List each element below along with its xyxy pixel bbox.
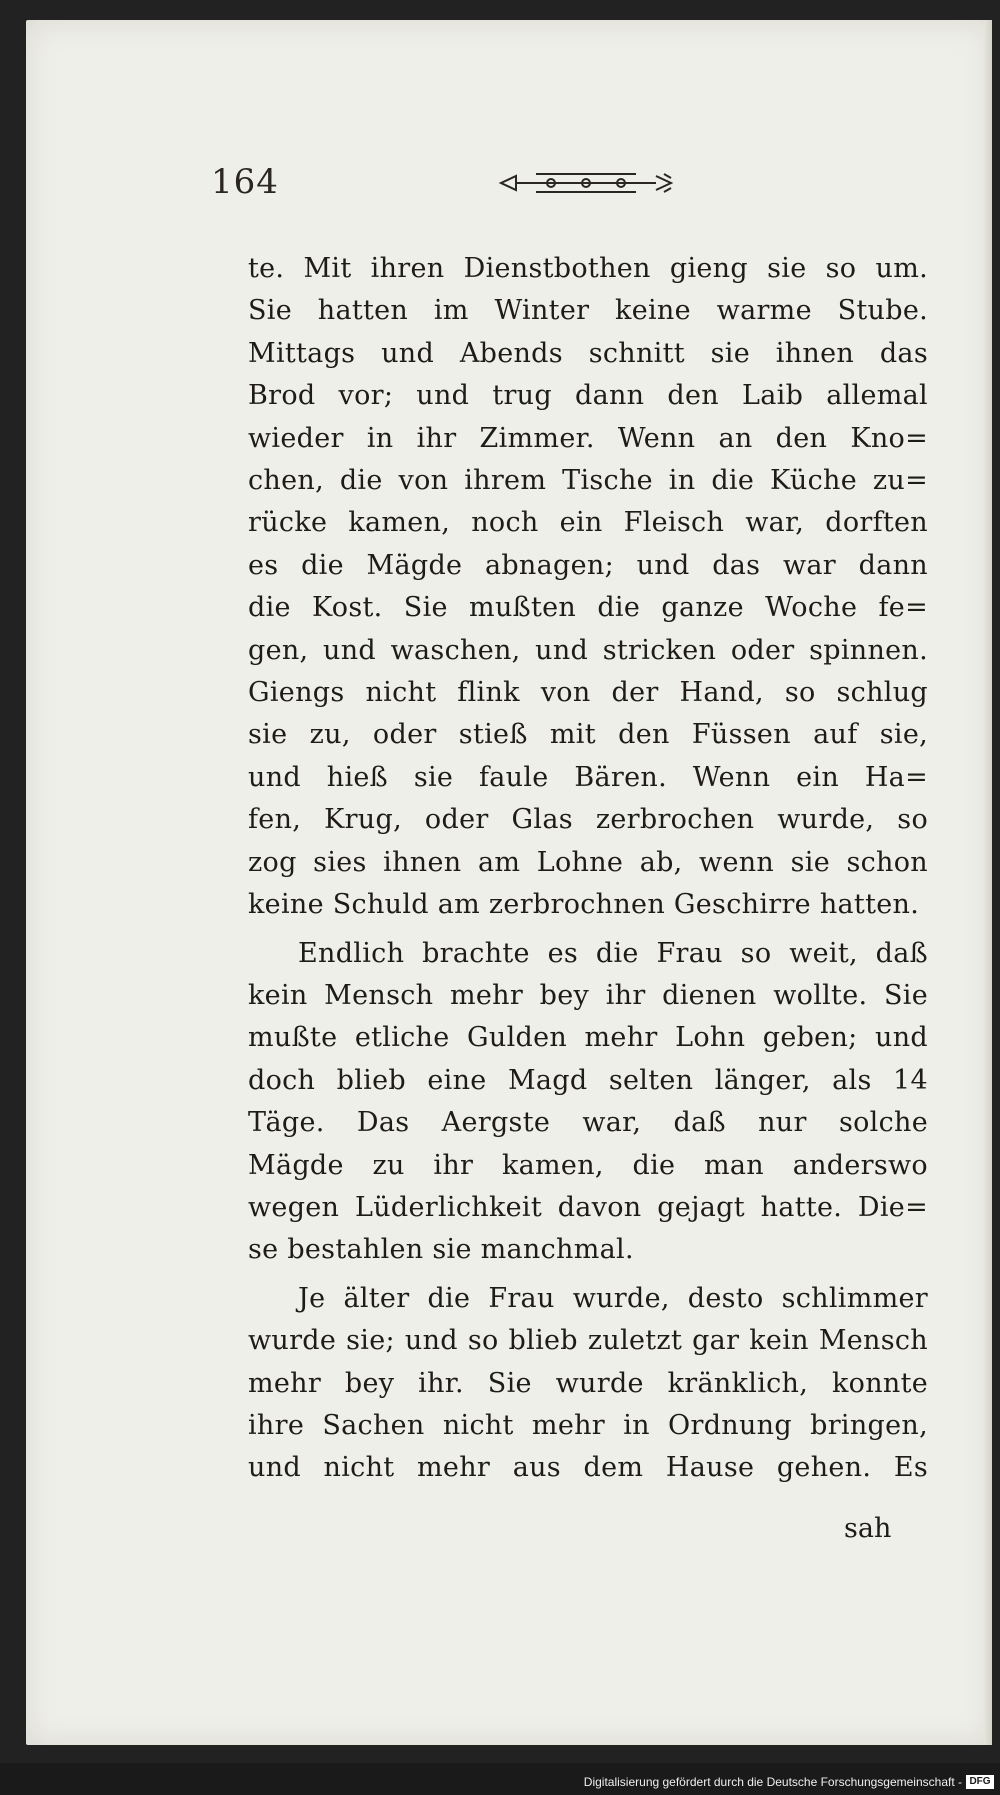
text-line: Giengs nicht flink von der Hand, so schlug <box>248 677 928 709</box>
paragraph-3 <box>248 1278 928 1490</box>
text-line: Täge. Das Aergste war, daß nur solche <box>248 1107 928 1139</box>
text-line: wurde sie; und so blieb zuletzt gar kein Mensch <box>248 1325 928 1357</box>
digitization-credit: Digitalisierung gefördert durch die Deutsche Forschungsgemeinschaft - <box>583 1775 962 1789</box>
catchword: sah <box>844 1513 892 1544</box>
text-line: te. Mit ihren Dienstbothen gieng sie so um. <box>248 253 928 284</box>
text-line: wieder in ihr Zimmer. Wenn an den Kno= <box>248 422 928 454</box>
text-line: mußte etliche Gulden mehr Lohn geben; und <box>248 1022 928 1054</box>
text-line: sie zu, oder stieß mit den Füssen auf sie, <box>248 719 928 751</box>
text-line: Je älter die Frau wurde, desto schlimmer <box>298 1282 928 1314</box>
paragraph-2 <box>248 933 928 1272</box>
text-line: fen, Krug, oder Glas zerbrochen wurde, so <box>248 804 928 836</box>
text-line: die Kost. Sie mußten die ganze Woche fe= <box>248 592 928 624</box>
text-line: Sie hatten im Winter keine warme Stube. <box>248 295 928 327</box>
text-line: rücke kamen, noch ein Fleisch war, dorften <box>248 507 928 539</box>
dfg-logo-icon: DFG <box>966 1775 994 1789</box>
text-line: se bestahlen sie manchmal. <box>248 1234 634 1266</box>
text-line: doch blieb eine Magd selten länger, als 14 <box>248 1064 928 1096</box>
text-line: chen, die von ihrem Tische in die Küche zu= <box>248 465 928 497</box>
text-line: Endlich brachte es die Frau so weit, daß <box>298 937 928 969</box>
footer-bar <box>0 1763 1000 1795</box>
text-line: gen, und waschen, und stricken oder spinnen. <box>248 634 928 666</box>
text-line: ihre Sachen nicht mehr in Ordnung bringen, <box>248 1409 928 1441</box>
body-text <box>248 248 928 1490</box>
text-line: kein Mensch mehr bey ihr dienen wollte. Sie <box>248 979 928 1011</box>
page-edge <box>984 20 992 1745</box>
text-line: und nicht mehr aus dem Hause gehen. Es <box>248 1452 928 1484</box>
text-line: Mittags und Abends schnitt sie ihnen das <box>248 337 928 369</box>
text-line: zog sies ihnen am Lohne ab, wenn sie schon <box>248 846 928 878</box>
text-line: Mägde zu ihr kamen, die man anderswo <box>248 1149 928 1181</box>
text-line: es die Mägde abnagen; und das war dann <box>248 549 928 581</box>
paragraph-1 <box>248 248 928 927</box>
book-page <box>26 20 992 1745</box>
header-ornament-icon <box>496 168 676 198</box>
page-header <box>211 162 831 212</box>
text-line: mehr bey ihr. Sie wurde kränklich, konnte <box>248 1367 928 1399</box>
page-number: 164 <box>211 162 279 202</box>
text-line: Brod vor; und trug dann den Laib allemal <box>248 380 928 412</box>
text-line: und hieß sie faule Bären. Wenn ein Ha= <box>248 761 928 793</box>
text-line: keine Schuld am zerbrochnen Geschirre hatten. <box>248 889 920 921</box>
text-line: wegen Lüderlichkeit davon gejagt hatte. Die= <box>248 1191 928 1223</box>
